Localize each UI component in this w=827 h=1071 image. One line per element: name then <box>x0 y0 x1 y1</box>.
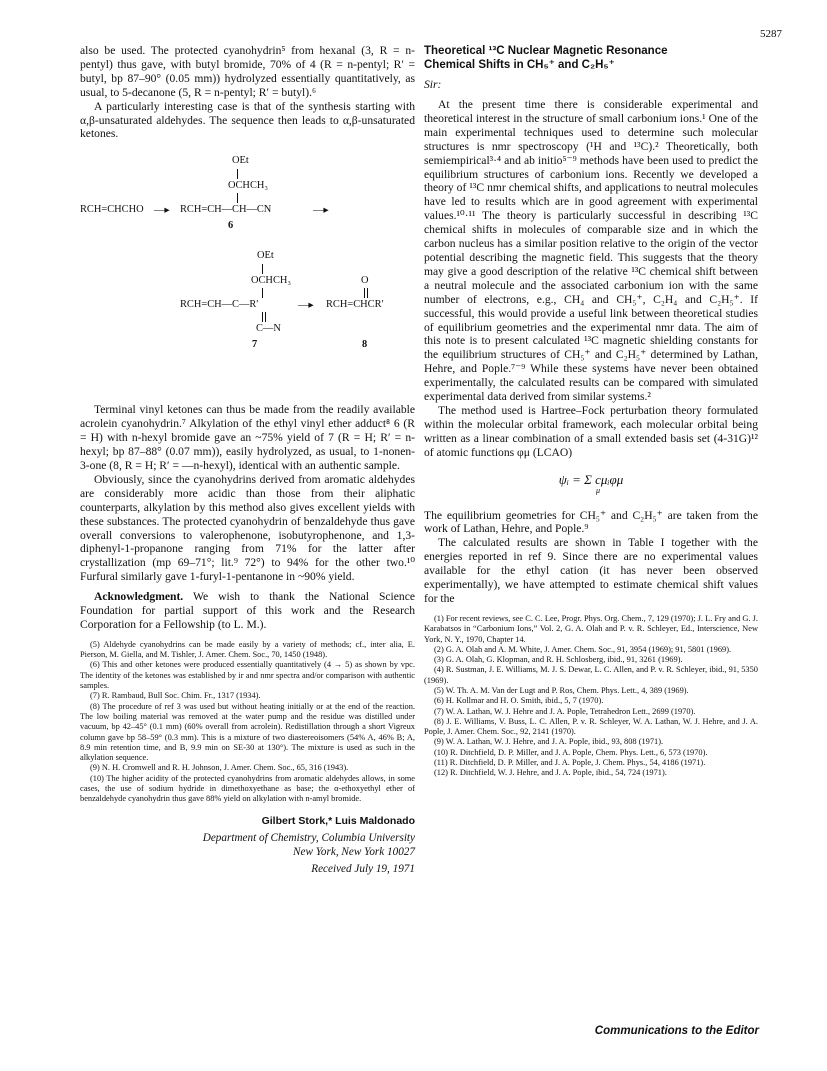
scheme-bond <box>265 312 266 322</box>
lcao-equation <box>424 472 758 495</box>
footnote: (9) N. H. Cromwell and R. H. Johnson, J. Amer. Chem. Soc., 65, 316 (1943). <box>90 763 349 773</box>
compound-label-7: 7 <box>252 339 258 351</box>
body-paragraph: The calculated results are shown in Table I together with the energies reported in ref 9. Since there are no experimental values available for the ethyl cation (it has never been observed experimentally), we have attempted to estimate chemical shift values for the <box>424 536 758 605</box>
footnote: (6) This and other ketones were produced essentially quantitatively (4 → 5) as shown by vpc. The identity of the ketones was established by ir and nmr spectra and/or comparison with authentic samples. <box>80 660 415 691</box>
body-paragraph: also be used. The protected cyanohydrin⁵ from hexanal (3, R = n-pentyl) thus gave, with butyl bromide, 70% of 4 (R = n-pentyl; R′ = butyl, bp 87–90° (0.05 mm)) hydrolyzed essentially quantitatively, as usual, to 5-decanone (5, R = n-pentyl; R′ = butyl).⁶ <box>80 44 415 99</box>
body-paragraph: At the present time there is considerable experimental and theoretical interest in the structure of small carbonium ions.¹ One of the main experimental techniques used to determine such molecular structures is nmr spectroscopy (¹H and ¹³C).² Theoretically, both semiempirical³·⁴ and ab initio⁵⁻⁹ methods have been used to predict the equilibrium structures of carbonium ions. Recently we developed a theory of ¹³C nmr chemical shifts, and applications to neutral molecules have led to results which are in good agreement with experimental values.¹⁰·¹¹ The theory is particularly successful in describing ¹³C chemical shifts in molecules of comparable size and in which the carbon nucleus has a similar position relative to the origin of the vector potential describing the magnetic field. This suggests that the theory may give a good description of the relative ¹³C chemical shift between a neutral molecule and the associated carbonium ion with the same number of electrons, e.g., CH₄ and CH₅⁺, C₂H₄ and C₂H₅⁺. If successful, this would provide a useful link between theoretical studies of equilibrium geometries and the experimental nmr data. The aim of this note is to present calculated ¹³C magnetic shielding constants for the equilibrium structures of CH₅⁺ and C₂H₅⁺ determined by Lathan, Hehre, and Pople.⁷⁻⁹ While these systems have never been obtained experimentally, the calculated results can be compared with simulated experimental data derived from similar systems.² <box>424 98 758 404</box>
equation-subscript: μ <box>595 485 600 495</box>
reference: (4) R. Sustman, J. E. Williams, M. J. S. Dewar, L. C. Allen, and P. v. R. Schleyer, ibid., 91, 5350 (1969). <box>424 665 758 685</box>
title-line: Theoretical ¹³C Nuclear Magnetic Resonance <box>424 45 668 57</box>
footnote: (8) The procedure of ref 3 was used but without heating initially or at the end of the reaction. The low boiling material was removed at the water pump and the residue was distilled under vacuum, bp 42–45° (0.1 mm) (60% overall from acrolein). Redistillation through a short Vigreux column gave bp 58–59° (0.3 mm). This is a mixture of two diastereoisomers (54% A, 46% B; A, 8.9 min retention time, and B, 9.9 min on SE-30 at 130°). The mixture is used as such in the alkylation sequence. <box>80 701 415 763</box>
scheme-bond <box>237 193 238 203</box>
references <box>424 614 758 779</box>
footnote: (10) The higher acidity of the protected cyanohydrins from aromatic aldehydes allows, in some cases, the use of sodium hydride in dimethoxyethane as base; the α-ethoxyethyl ether of benzaldehyde cyanohydrin thus gave 88% yield on alkylation with n-amyl bromide. <box>80 773 415 804</box>
scheme-nitrile: C—N <box>256 323 281 335</box>
scheme-bond <box>262 312 263 322</box>
scheme-arrow: —▸ <box>154 205 170 217</box>
reference: (9) W. A. Lathan, W. J. Hehre, and J. A. Pople, ibid., 93, 808 (1971). <box>434 737 664 747</box>
acknowledgment <box>80 590 415 632</box>
reference: (12) R. Ditchfield, W. J. Hehre, and J. A. Pople, ibid., 54, 724 (1971). <box>434 768 667 778</box>
scheme-ochch3-2: OCHCH₃ <box>251 275 291 287</box>
reference: (10) R. Ditchfield, D. P. Miller, and J. A. Pople, Chem. Phys. Lett., 6, 573 (1970). <box>434 747 708 757</box>
left-column <box>80 44 415 877</box>
received-date: Received July 19, 1971 <box>311 863 415 876</box>
right-column <box>424 44 758 779</box>
body-paragraph: The method used is Hartree–Fock perturbation theory formulated within the molecular orbital framework, each molecular orbital being written as a linear combination of a small extended basis set (4-31G)¹² of atomic functions φμ (LCAO) <box>424 403 758 459</box>
reference: (7) W. A. Lathan, W. J. Hehre and J. A. Pople, Tetrahedron Lett., 2699 (1970). <box>434 706 696 716</box>
section-footer: Communications to the Editor <box>594 1025 759 1037</box>
footnote: (7) R. Rambaud, Bull Soc. Chim. Fr., 1317 (1934). <box>90 691 261 701</box>
affiliation: Department of Chemistry, Columbia University <box>202 832 415 845</box>
reference: (2) G. A. Olah and A. M. White, J. Amer. Chem. Soc., 91, 3954 (1969); 91, 5801 (1969). <box>434 644 732 654</box>
scheme-carbonyl-o: O <box>361 275 369 287</box>
footnote: (5) Aldehyde cyanohydrins can be made easily by a variety of methods; cf., inter alia, E. Pierson, M. Giella, and M. Tishler, J. Amer. Chem. Soc., 70, 1450 (1948). <box>80 639 415 660</box>
scheme-bond <box>364 288 365 298</box>
scheme-reactant: RCH=CHCHO <box>80 204 144 216</box>
reference: (3) G. A. Olah, G. Klopman, and R. H. Schlosberg, ibid., 91, 3261 (1969). <box>434 655 683 665</box>
scheme-arrow: —▸ <box>298 300 314 312</box>
body-paragraph: A particularly interesting case is that of the synthesis starting with α,β-unsaturated aldehydes. The sequence then leads to α,β-unsaturated ketones. <box>80 99 415 141</box>
scheme-bond <box>262 264 263 274</box>
reference: (5) W. Th. A. M. Van der Lugt and P. Ros, Chem. Phys. Lett., 4, 389 (1969). <box>434 685 689 695</box>
scheme-compound-8: RCH=CHCR′ <box>326 299 384 311</box>
reference: (11) R. Ditchfield, D. P. Miller, and J. A. Pople, J. Chem. Phys., 54, 4186 (1971). <box>434 758 706 768</box>
scheme-ochch3-1: OCHCH₃ <box>228 180 268 192</box>
compound-label-8: 8 <box>362 339 368 351</box>
scheme-oet-2: OEt <box>257 250 274 262</box>
body-paragraph: Obviously, since the cyanohydrins derived from aromatic aldehydes are considerably more acidic than those from their aliphatic counterparts, alkylation by this method also gives excellent yields with these substances. The protected cyanohydrin of benzaldehyde thus gave overall conversions to valerophenone, isobutyrophenone, and 1,3-diphenyl-1-propanone ranging from 71% for the latter after crystallization (mp 69–71°; lit.⁹ 72°) to 94% for the other two.¹⁰ Furfural similarly gave 1-furyl-1-pentanone in ~90% yield. <box>80 472 415 584</box>
scheme-oet-1: OEt <box>232 155 249 167</box>
author-block <box>80 815 415 877</box>
affiliation-city: New York, New York 10027 <box>293 845 415 858</box>
body-paragraph: Terminal vinyl ketones can thus be made from the readily available acrolein cyanohydrin.⁷ Alkylation of the ethyl vinyl ether adduct⁸ 6 (R = H) with n-hexyl bromide gave an ~75% yield of 7 (R = H; R′ = n-hexyl; bp 87–88° (0.07 mm)), easily hydrolyzed, as usual, to 1-nonen-3-one (8, R = H; R′ = —n-hexyl), identical with an authentic sample. <box>80 403 415 472</box>
reference: (6) H. Kollmar and H. O. Smith, ibid., 5, 7 (1970). <box>434 696 604 706</box>
reference: (8) J. E. Williams, V. Buss, L. C. Allen, P. v. R. Schleyer, W. A. Lathan, W. J. Hehre, and J. A. Pople, J. Amer. Chem. Soc., 92, 2141 (1970). <box>424 716 758 737</box>
equation-text: ψᵢ = Σ cμᵢφμ <box>558 471 624 487</box>
acknowledgment-text: We wish to thank the National Science Foundation for partial support of this work and the Research Corporation for a Fellowship (to L. M.). <box>80 590 415 631</box>
footnotes <box>80 640 415 805</box>
acknowledgment-heading: Acknowledgment. <box>94 590 184 604</box>
reaction-scheme <box>80 153 415 393</box>
scheme-arrow: —▸ <box>313 205 329 217</box>
reference: (1) For recent reviews, see C. C. Lee, Progr. Phys. Org. Chem., 7, 129 (1970); J. L. Fry and G. J. Karabatsos in “Carbonium Ions,” Vol. 2, G. A. Olah and P. v. R. Schleyer, Ed., Interscience, New York, N. Y., 1970, Chapter 14. <box>424 613 758 644</box>
page-number: 5287 <box>760 28 782 40</box>
author-names: Gilbert Stork,* Luis Maldonado <box>261 814 415 827</box>
article-title <box>424 44 758 72</box>
compound-label-6: 6 <box>228 220 234 232</box>
scheme-compound-6: RCH=CH—CH—CN <box>180 204 272 216</box>
salutation: Sir: <box>424 78 442 91</box>
scheme-bond <box>237 169 238 179</box>
scheme-compound-7: RCH=CH—C—R′ <box>180 299 259 311</box>
scheme-bond <box>262 288 263 298</box>
title-line: Chemical Shifts in CH₅⁺ and C₂H₅⁺ <box>424 59 615 71</box>
scheme-bond <box>367 288 368 298</box>
body-paragraph: The equilibrium geometries for CH₅⁺ and C₂H₅⁺ are taken from the work of Lathan, Hehre, and Pople.⁹ <box>424 508 758 536</box>
